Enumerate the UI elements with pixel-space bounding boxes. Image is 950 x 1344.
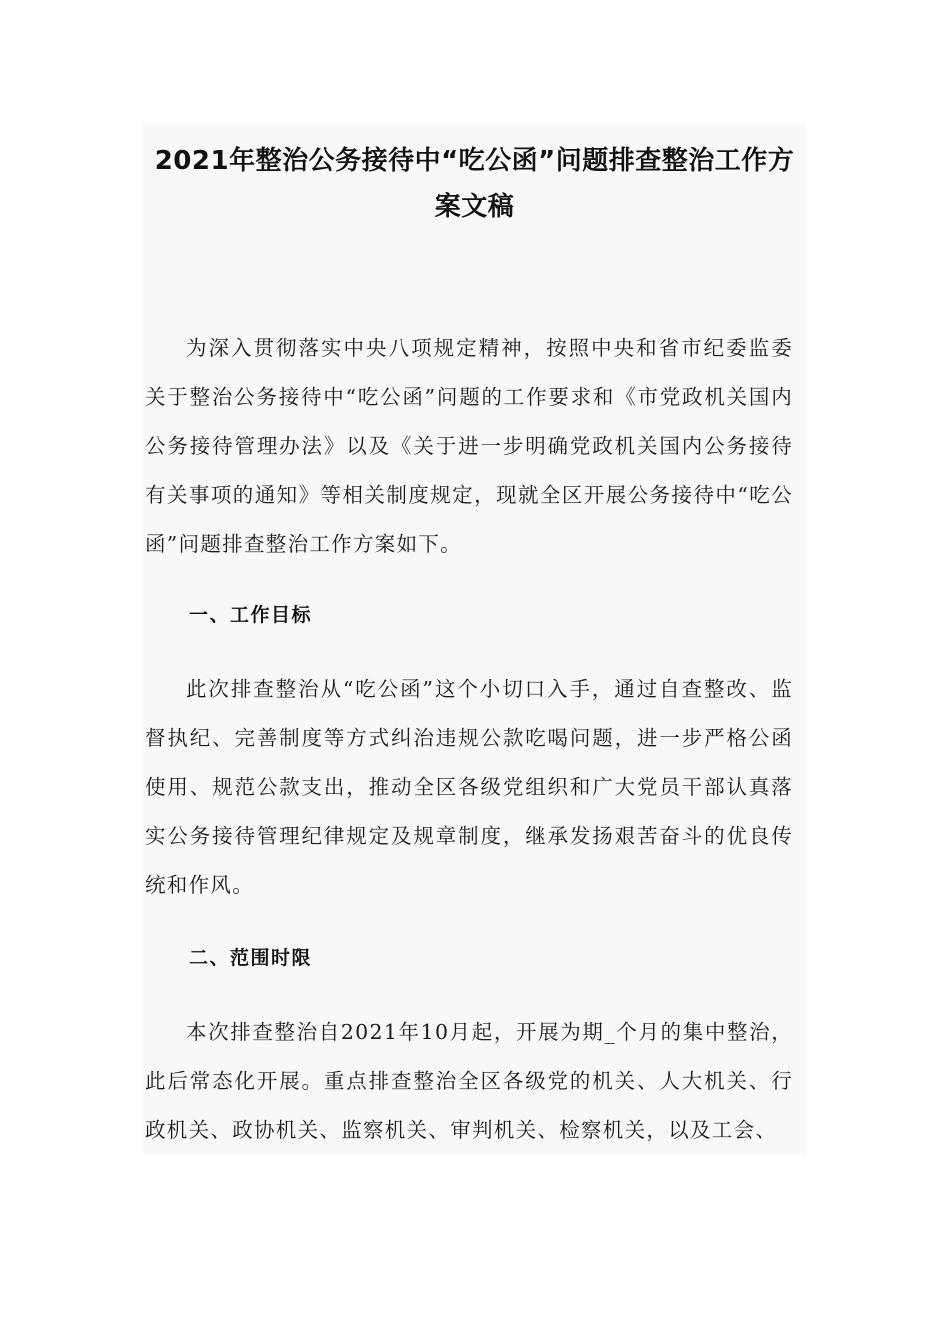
- section-heading-goals: 一、工作目标: [189, 604, 313, 626]
- intro-paragraph: 为深入贯彻落实中央八项规定精神，按照中央和省市纪委监委关于整治公务接待中“吃公函”问题的工作要求和《市党政机关国内公务接待管理办法》以及《关于进一步明确党政机关国内公务接待有关事项的通知》等相关制度规定，现就全区开展公务接待中“吃公函”问题排查整治工作方案如下。: [145, 336, 793, 556]
- section-body-scope: 本次排查整治自2021年10月起，开展为期_个月的集中整治，此后常态化开展。重点排查整治全区各级党的机关、人大机关、行政机关、政协机关、监察机关、审判机关、检察机关，以及工会、: [145, 1020, 793, 1142]
- section-body-goals: 此次排查整治从“吃公函”这个小切口入手，通过自查整改、监督执纪、完善制度等方式纠治违规公款吃喝问题，进一步严格公函使用、规范公款支出，推动全区各级党组织和广大党员干部认真落实公务接待管理纪律规定及规章制度，继承发扬艰苦奋斗的优良传统和作风。: [145, 677, 793, 897]
- document-page: [143, 124, 806, 1155]
- document-title: 2021年整治公务接待中“吃公函”问题排查整治工作方案文稿: [154, 146, 795, 222]
- section-heading-scope: 二、范围时限: [189, 947, 313, 969]
